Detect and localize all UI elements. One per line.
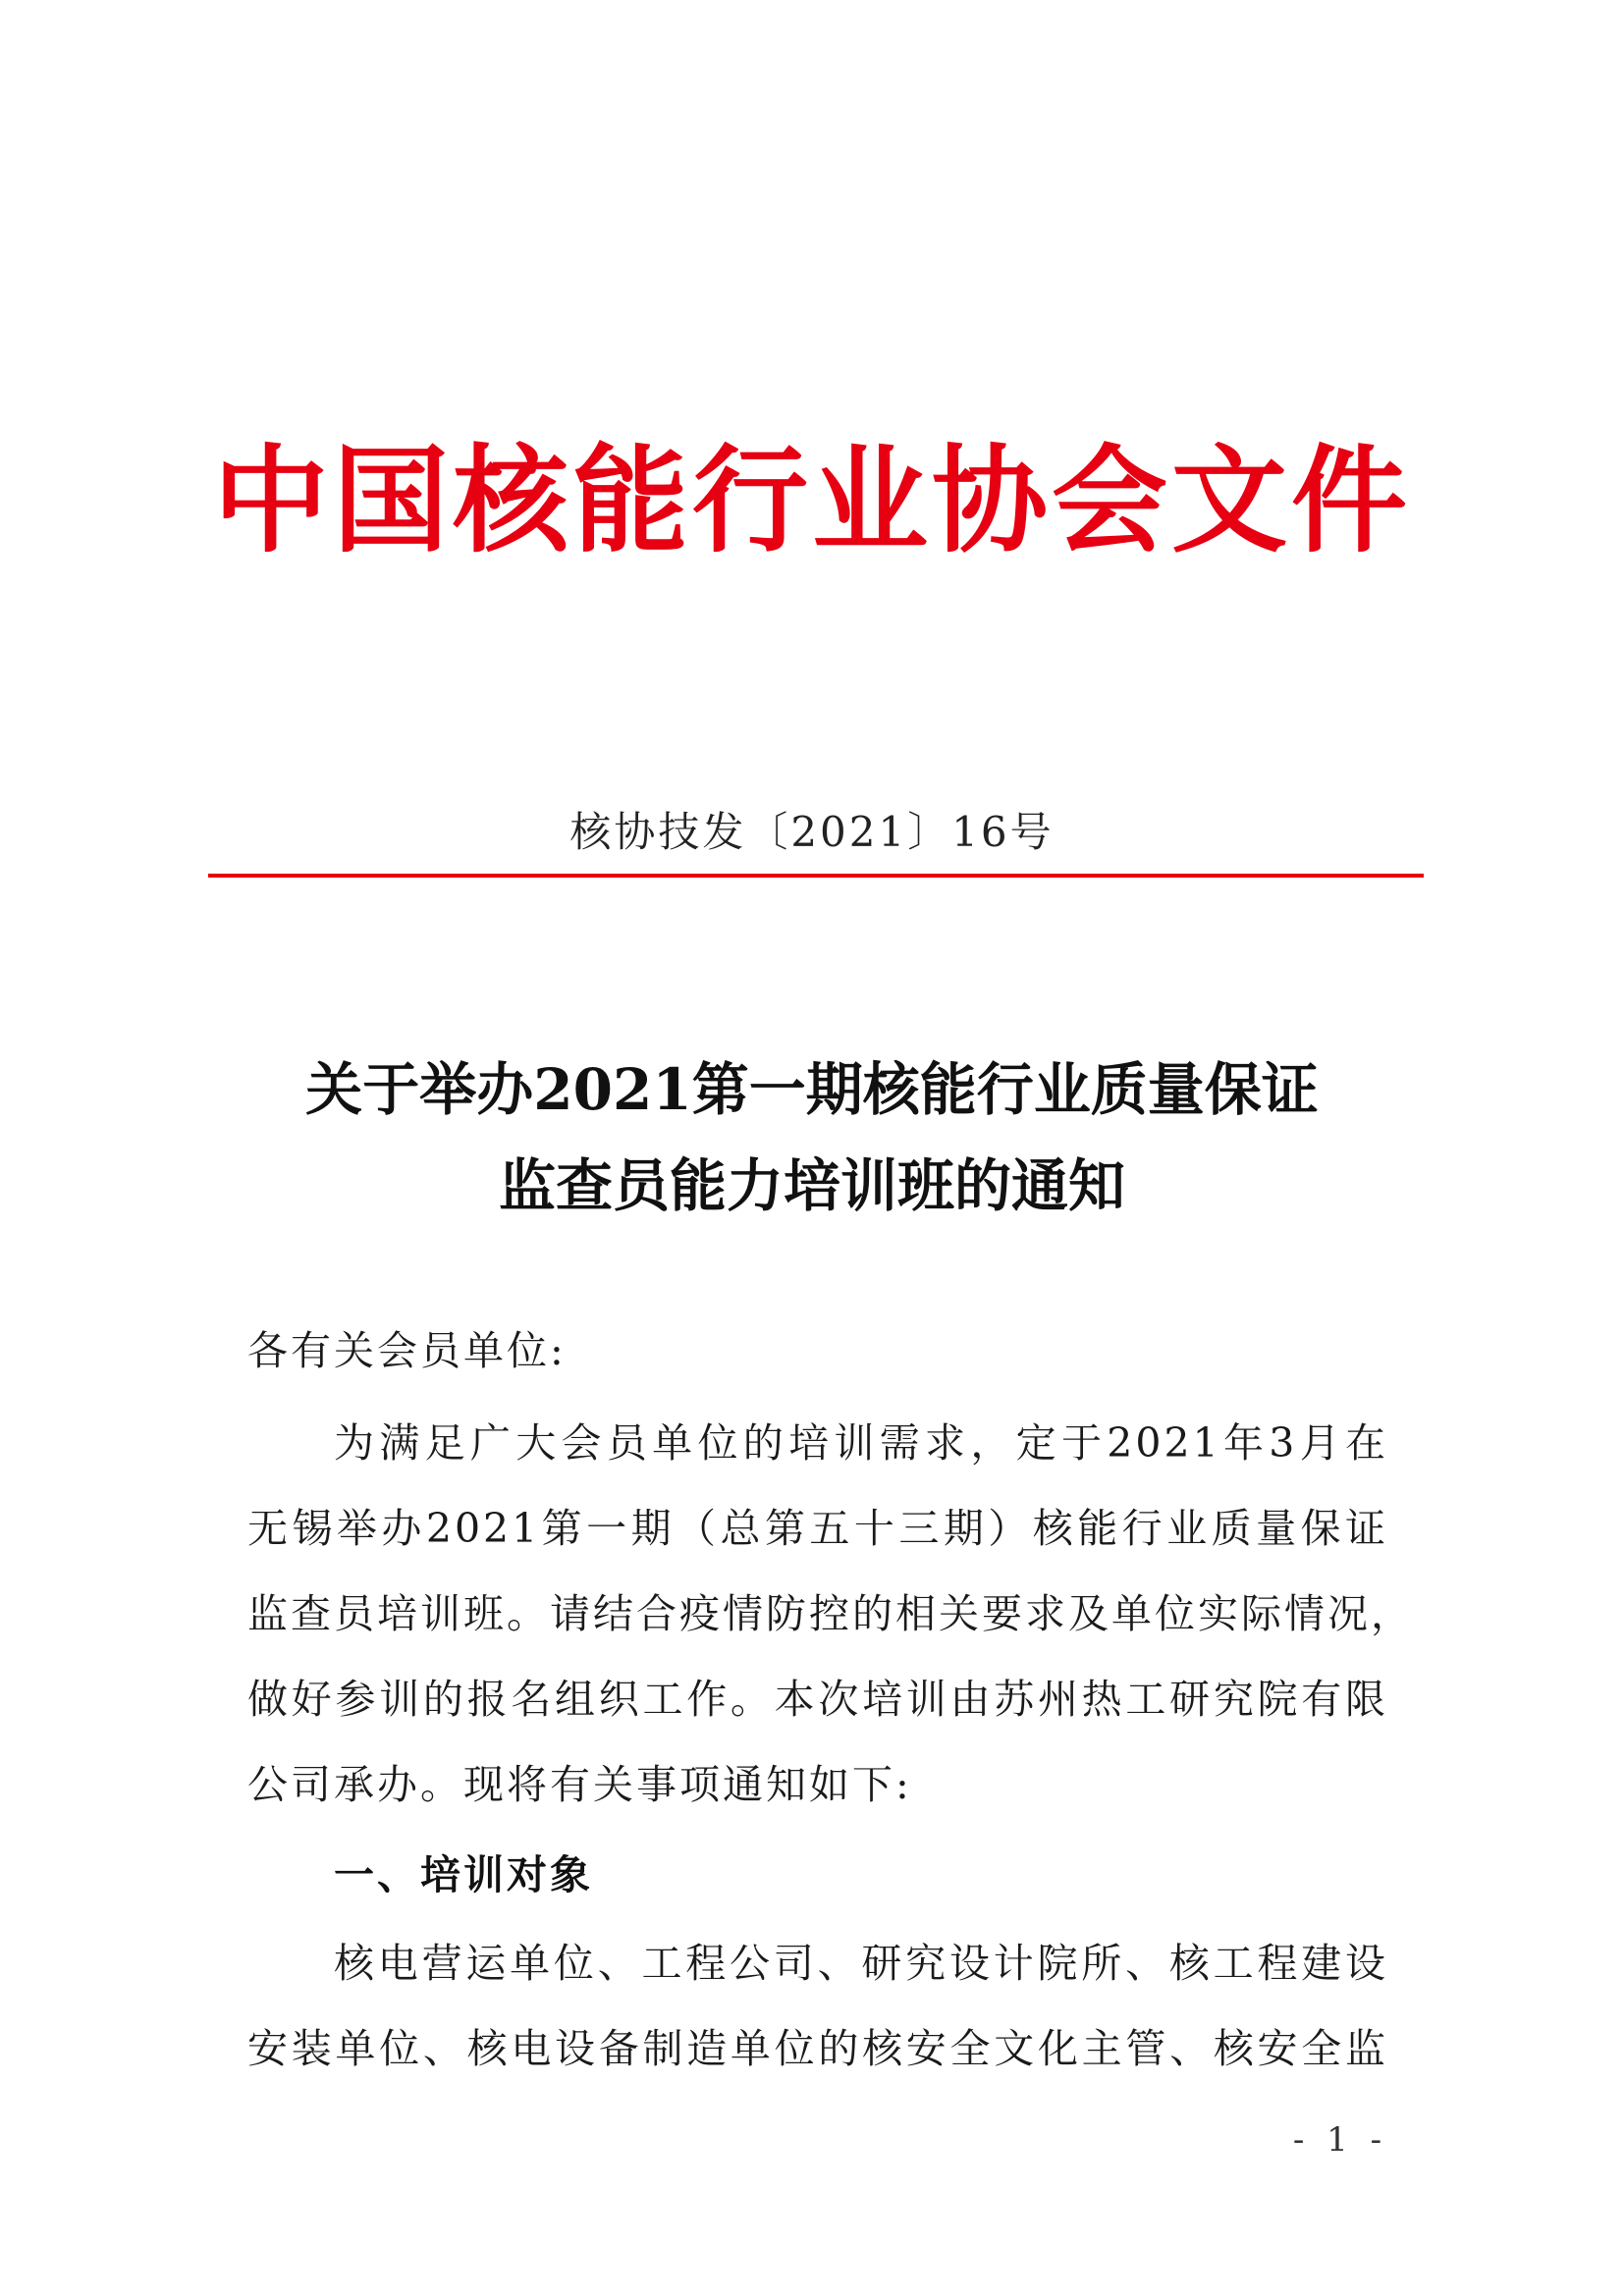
section-heading-training-targets: 一、培训对象	[334, 1851, 593, 1898]
notice-title-line-2: 监查员能力培训班的通知	[498, 1152, 1125, 1219]
paragraph-line: 无锡举办2021第一期（总第五十三期）核能行业质量保证	[247, 1505, 1388, 1552]
paragraph-line: 安装单位、核电设备制造单位的核安全文化主管、核安全监	[247, 2025, 1388, 2072]
paragraph-line: 公司承办。现将有关事项通知如下:	[247, 1761, 912, 1808]
page-number: - 1 -	[1292, 2120, 1388, 2160]
header-red-divider	[208, 874, 1424, 878]
document-header-title: 中国核能行业协会文件	[212, 432, 1411, 568]
notice-title-line-1: 关于举办2021第一期核能行业质量保证	[305, 1056, 1319, 1123]
paragraph-line: 做好参训的报名组织工作。本次培训由苏州热工研究院有限	[247, 1676, 1388, 1723]
document-number: 核协技发〔2021〕16号	[569, 808, 1055, 856]
salutation: 各有关会员单位:	[247, 1327, 567, 1374]
paragraph-line: 为满足广大会员单位的培训需求，定于2021年3月在	[334, 1419, 1388, 1467]
paragraph-line: 监查员培训班。请结合疫情防控的相关要求及单位实际情况，	[247, 1590, 1414, 1637]
paragraph-line: 核电营运单位、工程公司、研究设计院所、核工程建设	[334, 1940, 1388, 1987]
